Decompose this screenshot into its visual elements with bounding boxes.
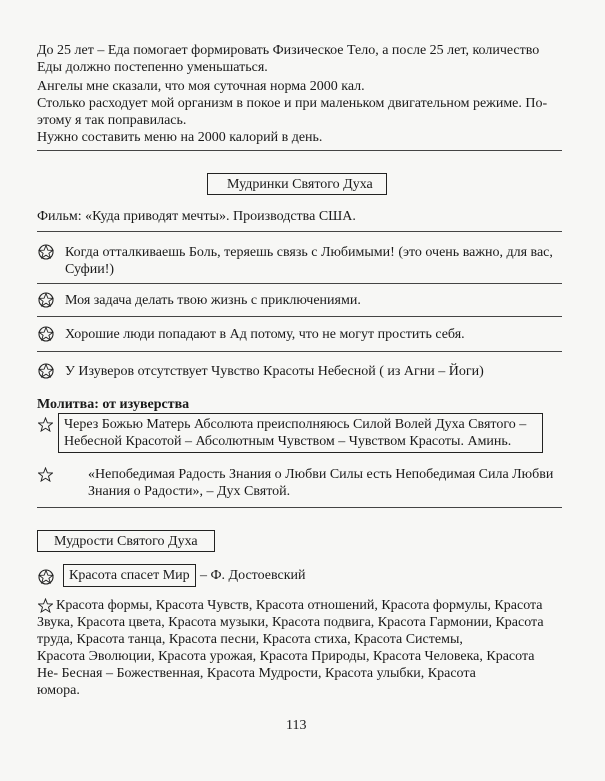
intro-line-1: До 25 лет – Еда помогает формировать Физическое Тело, а после 25 лет, количество xyxy=(37,43,540,58)
intro-line-2: Еды должно постепенно уменьшаться. xyxy=(37,60,268,75)
star-icon xyxy=(38,467,53,482)
beauty-line: Не- Бесная – Божественная, Красота Мудрости, Красота улыбки, Красота xyxy=(37,666,476,681)
list-item: У Изуверов отсутствует Чувство Красоты Небесной ( из Агни – Йоги) xyxy=(65,364,484,379)
divider xyxy=(37,150,562,151)
beauty-line: юмора. xyxy=(37,683,80,698)
quote-line-2: Знания о Радости», – Дух Святой. xyxy=(88,484,291,499)
star-icon xyxy=(38,598,53,613)
beauty-line: Звука, Красота цвета, Красота музыки, Красота подвига, Красота Гармонии, Красота xyxy=(37,615,544,630)
boxed-quote: Красота спасет Мир xyxy=(69,568,190,583)
pentagram-icon xyxy=(38,292,54,308)
film-line: Фильм: «Куда приводят мечты». Производства США. xyxy=(37,209,356,224)
section-title: Мудрости Святого Духа xyxy=(54,534,198,549)
prayer-text-line-1: Через Божью Матерь Абсолюта преисполняюсь Силой Волей Духа Святого – xyxy=(64,417,527,432)
beauty-line: труда, Красота танца, Красота песни, Красота стиха, Красота Системы, xyxy=(37,632,463,647)
list-item: Моя задача делать твою жизнь с приключениями. xyxy=(65,293,361,308)
pentagram-icon xyxy=(38,244,54,260)
section-title: Мудринки Святого Духа xyxy=(227,177,373,192)
quote-author: – Ф. Достоевский xyxy=(200,568,306,583)
star-icon xyxy=(38,417,53,432)
divider xyxy=(37,283,562,284)
divider xyxy=(37,351,562,352)
intro-line-4: Столько расходует мой организм в покое и при маленьком двигательном режиме. По- xyxy=(37,96,548,111)
intro-line-6: Нужно составить меню на 2000 калорий в день. xyxy=(37,130,323,145)
list-item: Когда отталкиваешь Боль, теряешь связь с Любимыми! (это очень важно, для вас, xyxy=(65,245,553,260)
beauty-line: Красота формы, Красота Чувств, Красота отношений, Красота формулы, Красота xyxy=(56,598,543,613)
divider xyxy=(37,316,562,317)
divider xyxy=(37,231,562,232)
prayer-heading: Молитва: от изуверства xyxy=(37,397,190,412)
prayer-text-line-2: Небесной Красотой – Абсолютным Чувством – Чувством Красоты. Аминь. xyxy=(64,434,512,449)
pentagram-icon xyxy=(38,569,54,585)
intro-line-5: этому я так поправилась. xyxy=(37,113,187,128)
intro-line-3: Ангелы мне сказали, что моя суточная норма 2000 кал. xyxy=(37,79,365,94)
beauty-line: Красота Эволюции, Красота урожая, Красота Природы, Красота Человека, Красота xyxy=(37,649,535,664)
list-item: Суфии!) xyxy=(65,262,115,277)
list-item: Хорошие люди попадают в Ад потому, что не могут простить себя. xyxy=(65,327,465,342)
quote-line-1: «Непобедимая Радость Знания о Любви Силы есть Непобедимая Сила Любви xyxy=(88,467,554,482)
divider xyxy=(37,507,562,508)
page-number: 113 xyxy=(286,718,307,733)
pentagram-icon xyxy=(38,363,54,379)
pentagram-icon xyxy=(38,326,54,342)
